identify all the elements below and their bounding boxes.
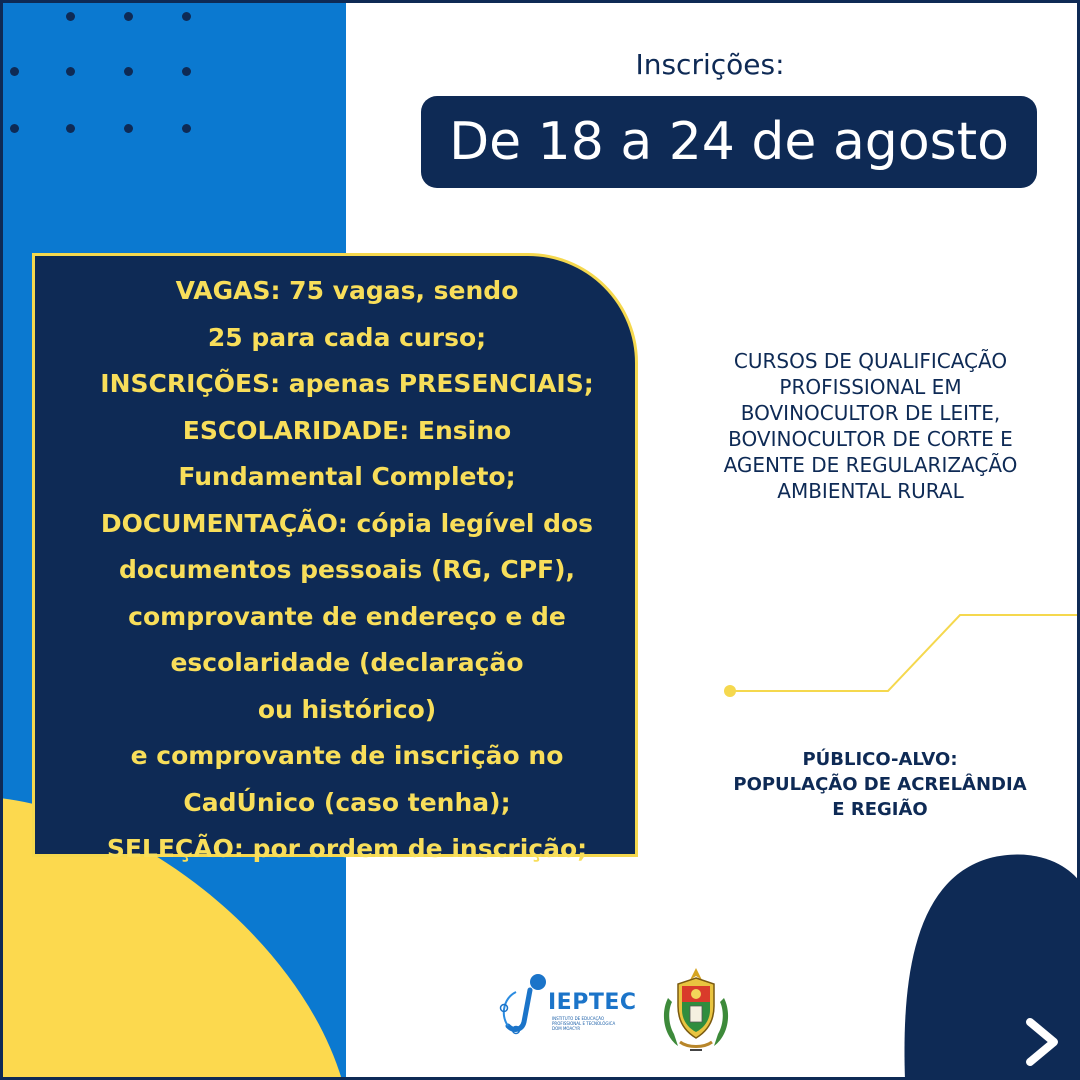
info-line: INSCRIÇÕES: apenas PRESENCIAIS;	[100, 369, 594, 398]
courses-line: CURSOS DE QUALIFICAÇÃO	[733, 349, 1008, 373]
courses-line: AGENTE DE REGULARIZAÇÃO	[723, 453, 1018, 477]
ieptec-logo-text: IEPTEC	[548, 990, 637, 1015]
registration-dates-box	[421, 96, 1037, 188]
ieptec-logo-icon	[496, 970, 552, 1040]
audience-line: POPULAÇÃO DE ACRELÂNDIA	[733, 774, 1027, 795]
info-line: VAGAS: 75 vagas, sendo	[175, 276, 519, 305]
info-line: escolaridade (declaração	[170, 648, 524, 677]
courses-line: PROFISSIONAL EM	[779, 375, 962, 399]
connector-dot	[724, 685, 736, 697]
audience-line: E REGIÃO	[832, 799, 928, 820]
chevron-right-icon	[1030, 1022, 1054, 1062]
ieptec-logo-subtitle: INSTITUTO DE EDUCAÇÃO PROFISSIONAL E TECNOLÓGICA DOM MOACYR	[552, 1016, 616, 1031]
target-audience	[705, 747, 1055, 822]
registration-label: Inscrições:	[635, 48, 785, 81]
info-line: documentos pessoais (RG, CPF),	[118, 555, 576, 584]
courses-description	[688, 348, 1053, 504]
info-line: DOCUMENTAÇÃO: cópia legível dos	[100, 508, 594, 538]
info-card-text	[62, 268, 632, 873]
courses-line: BOVINOCULTOR DE LEITE,	[740, 401, 1001, 425]
info-line: ESCOLARIDADE: Ensino	[182, 415, 512, 445]
courses-line: AMBIENTAL RURAL	[777, 479, 964, 503]
info-line: CadÚnico (caso tenha);	[183, 787, 511, 817]
info-line: Fundamental Completo;	[178, 462, 516, 491]
registration-dates: De 18 a 24 de agosto	[449, 112, 1009, 172]
info-line: ou histórico)	[257, 694, 437, 724]
info-line: SELEÇÃO: por ordem de inscrição;	[106, 834, 588, 863]
info-line: comprovante de endereço e de	[128, 601, 566, 631]
courses-line: BOVINOCULTOR DE CORTE E	[728, 427, 1013, 451]
next-button[interactable]	[1018, 1014, 1068, 1070]
acre-coat-of-arms-icon	[656, 962, 736, 1058]
info-line: e comprovante de inscrição no	[130, 741, 564, 770]
audience-line: PÚBLICO-ALVO:	[802, 749, 958, 770]
info-line: 25 para cada curso;	[207, 322, 487, 352]
connector-line	[730, 615, 1080, 691]
